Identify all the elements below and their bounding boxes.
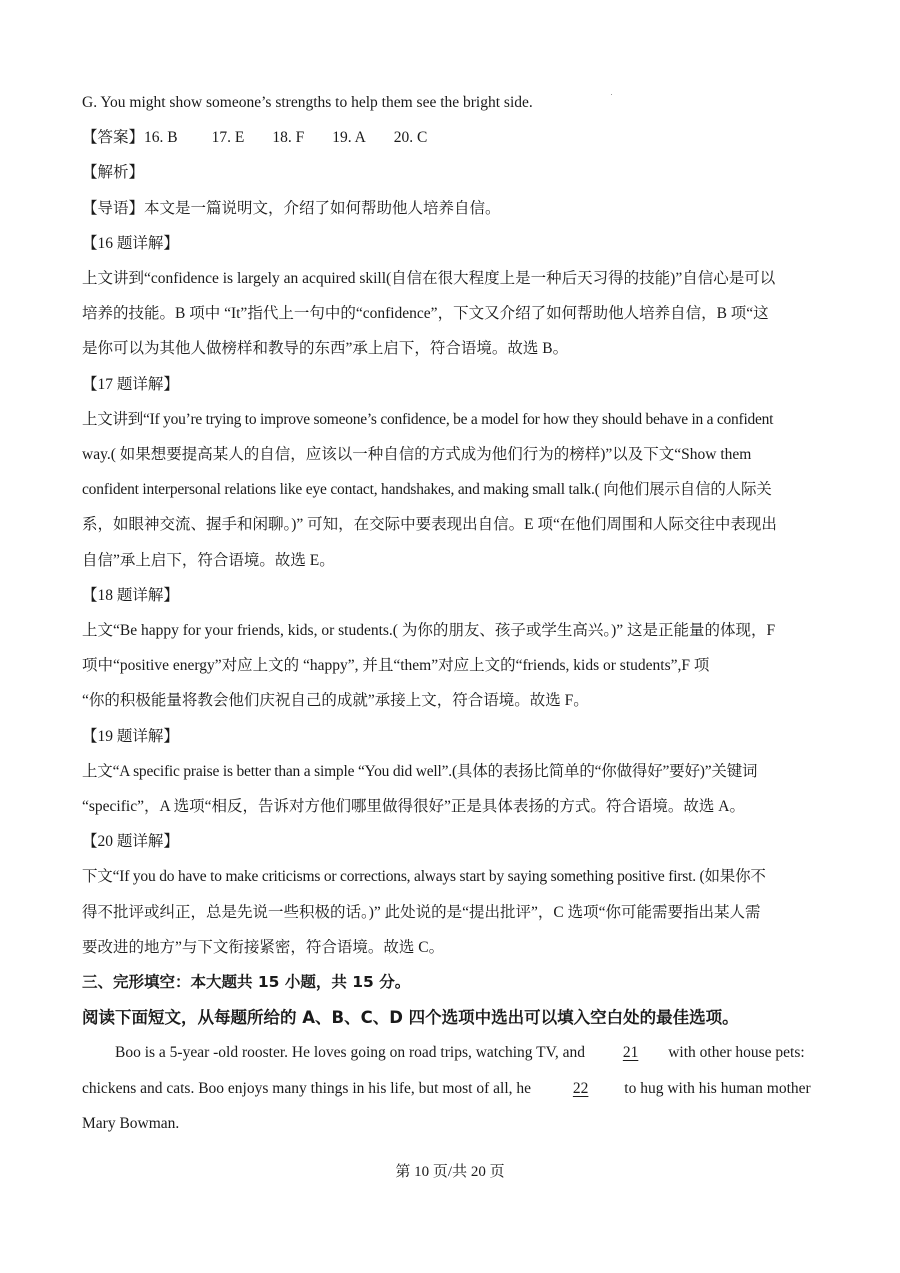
q20-heading: 【20 题详解】 — [82, 833, 179, 851]
option-g: G. You might show someone’s strengths to help them see the bright side. — [82, 94, 533, 111]
answer-key — [82, 120, 822, 155]
answer-19: 19. A — [332, 129, 366, 147]
answer-16: 16. B — [144, 129, 178, 147]
q18-heading: 【18 题详解】 — [82, 586, 179, 604]
q19-line-2: “specific”，A 选项“相反，告诉对方他们哪里做得很好”正是具体表扬的方式。符合语境。故选 A。 — [82, 798, 745, 816]
q16-line-3: 是你可以为其他人做榜样和教导的东西”承上启下，符合语境。故选 B。 — [82, 340, 569, 358]
q17-line-4: 系，如眼神交流、握手和闲聊。)” 可知，在交际中要表现出自信。E 项“在他们周围和人际交往中表现出 — [82, 516, 777, 534]
answer-18: 18. F — [272, 129, 305, 147]
passage-line-3: Mary Bowman. — [82, 1114, 180, 1132]
q17-line-1: 上文讲到“If you’re trying to improve someone’s confidence, be a model for how they should behave in a confident — [82, 410, 774, 428]
answer-label: 【答案】 — [82, 129, 145, 147]
q18-line-3: “你的积极能量将教会他们庆祝自己的成就”承接上文，符合语境。故选 F。 — [82, 692, 589, 710]
q18-line-2: 项中“positive energy”对应上文的 “happy”, 并且“them”对应上文的“friends, kids or students”,F 项 — [82, 657, 710, 675]
section-title: 三、完形填空：本大题共 15 小题，共 15 分。 — [82, 973, 411, 992]
blank-21: 21 — [622, 1044, 639, 1062]
passage-line-1: Boo is a 5-year -old rooster. He loves going on road trips, watching TV, and 21 with other house pets: — [82, 1035, 822, 1070]
intro-line: 【导语】本文是一篇说明文，介绍了如何帮助他人培养自信。 — [82, 199, 501, 217]
q17-line-2: way.( 如果想要提高某人的自信，应该以一种自信的方式成为他们行为的榜样)”以及下文“Show them — [82, 446, 752, 464]
page-footer: 第 10 页/共 20 页 — [395, 1164, 505, 1180]
q17-line-5: 自信”承上启下，符合语境。故选 E。 — [82, 551, 335, 569]
section-instruction: 阅读下面短文，从每题所给的 A、B、C、D 四个选项中选出可以填入空白处的最佳选项。 — [82, 1008, 739, 1028]
document-body — [82, 85, 822, 1141]
answer-17: 17. E — [211, 129, 245, 147]
q16-line-1: 上文讲到“confidence is largely an acquired skill(自信在很大程度上是一种后天习得的技能)”自信心是可以 — [82, 270, 776, 288]
q20-line-2: 得不批评或纠正，总是先说一些积极的话。)” 此处说的是“提出批评”，C 选项“你可能需要指出某人需 — [82, 903, 761, 921]
q16-line-2: 培养的技能。B 项中 “It”指代上一句中的“confidence”，下文又介绍了如何帮助他人培养自信，B 项“这 — [82, 305, 769, 323]
passage-line-2: chickens and cats. Boo enjoys many things in his life, but most of all, he 22 to hug with his human mother — [82, 1071, 822, 1106]
q18-line-1: 上文“Be happy for your friends, kids, or students.( 为你的朋友、孩子或学生高兴。)” 这是正能量的体现，F — [82, 622, 776, 640]
q16-heading: 【16 题详解】 — [82, 234, 179, 252]
q20-line-1: 下文“If you do have to make criticisms or corrections, always start by saying something positive first. (如果你不 — [82, 868, 766, 886]
analysis-heading: 【解析】 — [82, 164, 145, 182]
q17-line-3: confident interpersonal relations like eye contact, handshakes, and making small talk.( 向他们展示自信的人际关 — [82, 481, 772, 499]
blank-22: 22 — [572, 1079, 589, 1097]
q19-line-1: 上文“A specific praise is better than a simple “You did well”.(具体的表扬比简单的“你做得好”要好)”关键词 — [82, 762, 758, 780]
q20-line-3: 要改进的地方”与下文衔接紧密，符合语境。故选 C。 — [82, 938, 445, 956]
answer-20: 20. C — [393, 129, 428, 147]
q19-heading: 【19 题详解】 — [82, 727, 179, 745]
q17-heading: 【17 题详解】 — [82, 375, 179, 393]
